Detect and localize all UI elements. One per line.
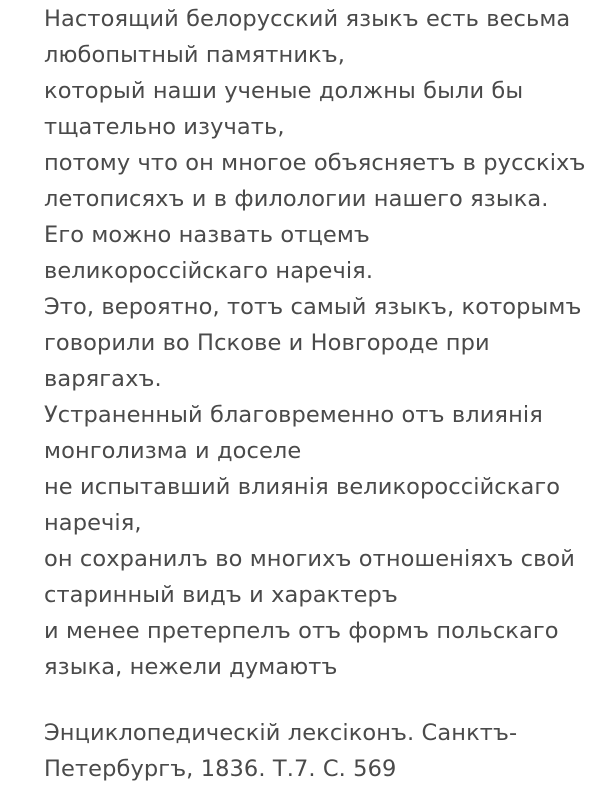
quote-line: варягахъ. (44, 366, 162, 392)
quote-line: летописяхъ и в филологии нашего языка. (44, 186, 549, 212)
quote-line: говорили во Пскове и Новгороде при (44, 330, 490, 356)
citation (44, 715, 594, 787)
document (44, 0, 594, 787)
quote-line: Устраненный благовременно отъ влиянія (44, 402, 543, 428)
citation-line: Энциклопедическій лексіконъ. Санктъ- (44, 720, 518, 746)
citation-line: Петербургъ, 1836. Т.7. С. 569 (44, 756, 397, 782)
quote-line: потому что он многое объясняетъ в русскіхъ (44, 150, 586, 176)
quote-line: любопытный памятникъ, (44, 42, 345, 68)
quote-line: и менее претерпелъ отъ формъ польскаго (44, 618, 559, 644)
quote-line: монголизма и доселе (44, 438, 302, 464)
quote-line: не испытавший влиянія великороссійскаго (44, 474, 561, 500)
quote-line: Настоящий белорусский языкъ есть весьма (44, 6, 571, 32)
quote-line: который наши ученые должны были бы (44, 78, 524, 104)
quote-line: он сохранилъ во многихъ отношеніяхъ свой (44, 546, 576, 572)
quote-text (44, 0, 594, 685)
quote-line: Его можно назвать отцемъ (44, 222, 370, 248)
quote-line: старинный видъ и характеръ (44, 582, 398, 608)
quote-line: тщательно изучать, (44, 114, 285, 140)
quote-line: великороссійскаго наречія. (44, 258, 374, 284)
quote-line: Это, вероятно, тотъ самый языкъ, которымъ (44, 294, 582, 320)
quote-line: наречія, (44, 510, 142, 536)
quote-line: языка, нежели думаютъ (44, 654, 338, 680)
